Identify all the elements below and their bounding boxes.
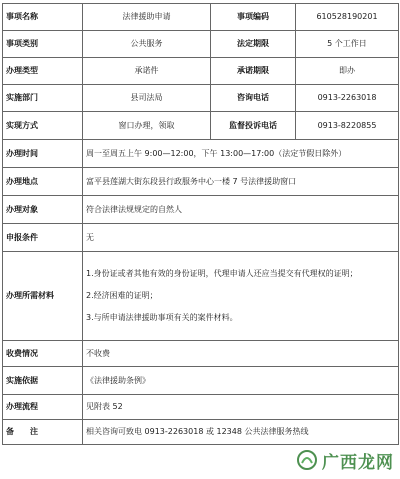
material-item: 3.与所申请法律援助事项有关的案件材料。 [86,313,238,322]
consult-phone-label: 咨询电话 [211,85,296,112]
department-label: 实施部门 [3,85,83,112]
handling-type-label: 办理类型 [3,58,83,85]
handling-type-value: 承诺件 [83,58,211,85]
conditions-value: 无 [83,224,399,252]
remarks-label: 备 注 [3,420,83,445]
row-department [3,85,399,112]
method-value: 窗口办理，领取 [83,112,211,140]
location-value: 富平县莲湖大街东段县行政服务中心一楼 7 号法律援助窗口 [83,168,399,196]
legal-deadline-value: 5 个工作日 [296,31,399,58]
target-value: 符合法律法规规定的自然人 [83,196,399,224]
item-name-label: 事项名称 [3,4,83,31]
site-watermark [296,447,394,473]
row-remarks [3,420,399,445]
fee-label: 收费情况 [3,341,83,367]
watermark-text: 广西龙网 [322,452,394,473]
row-conditions [3,224,399,252]
row-item-name [3,4,399,31]
material-item: 2.经济困难的证明； [86,291,158,300]
conditions-label: 申报条件 [3,224,83,252]
process-label: 办理流程 [3,395,83,420]
department-value: 县司法局 [83,85,211,112]
fee-value: 不收费 [83,341,399,367]
target-label: 办理对象 [3,196,83,224]
row-materials [3,252,399,341]
complaint-phone-label: 监督投诉电话 [211,112,296,140]
hours-label: 办理时间 [3,140,83,168]
row-location [3,168,399,196]
promise-deadline-label: 承诺期限 [211,58,296,85]
method-label: 实现方式 [3,112,83,140]
remarks-value: 相关咨询可致电 0913-2263018 或 12348 公共法律服务热线 [83,420,399,445]
legal-deadline-label: 法定期限 [211,31,296,58]
materials-list [83,252,399,341]
row-method [3,112,399,140]
item-category-value: 公共服务 [83,31,211,58]
basis-value: 《法律援助条例》 [83,367,399,395]
row-handling-type [3,58,399,85]
promise-deadline-value: 即办 [296,58,399,85]
consult-phone-value: 0913-2263018 [296,85,399,112]
watermark-logo-icon [296,449,318,471]
hours-value: 周一至周五上午 9:00—12:00，下午 13:00—17:00（法定节假日除外） [83,140,399,168]
service-info-table [2,3,399,445]
row-process [3,395,399,420]
row-hours [3,140,399,168]
materials-label: 办理所需材料 [3,252,83,341]
process-value: 见附表 52 [83,395,399,420]
location-label: 办理地点 [3,168,83,196]
complaint-phone-value: 0913-8220855 [296,112,399,140]
row-target [3,196,399,224]
row-fee [3,341,399,367]
row-item-category [3,31,399,58]
item-category-label: 事项类别 [3,31,83,58]
material-item: 1.身份证或者其他有效的身份证明，代理申请人还应当提交有代理权的证明； [86,269,358,278]
item-code-value: 610528190201 [296,4,399,31]
item-code-label: 事项编码 [211,4,296,31]
basis-label: 实施依据 [3,367,83,395]
item-name-value: 法律援助申请 [83,4,211,31]
row-basis [3,367,399,395]
